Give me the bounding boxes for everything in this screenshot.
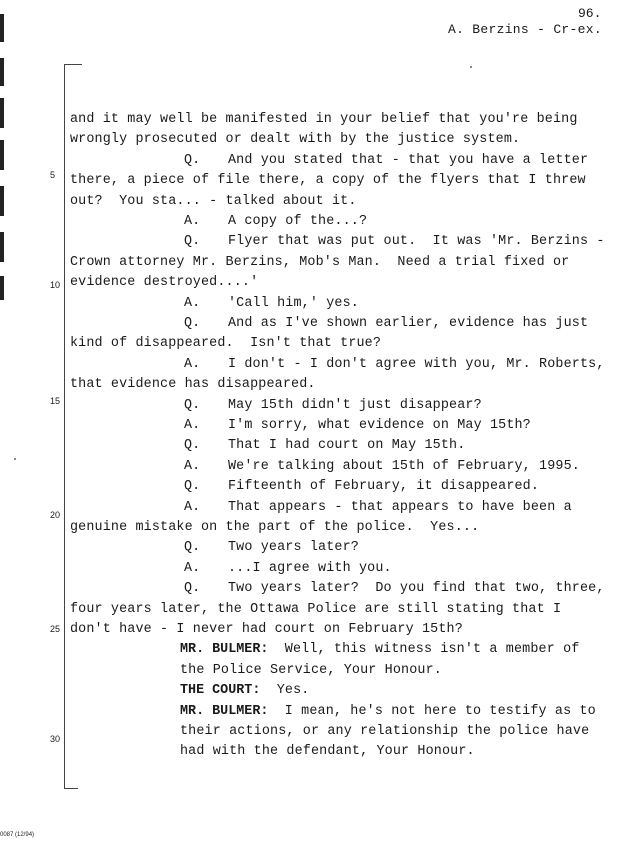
line-text: We're talking about 15th of February, 1995.: [228, 458, 580, 474]
line-text: I'm sorry, what evidence on May 15th?: [228, 418, 531, 433]
line-text: don't have - I never had court on February 15th?: [70, 622, 463, 637]
line-text: I don't - I don't agree with you, Mr. Roberts,: [228, 356, 605, 372]
line-text: evidence destroyed....': [70, 275, 259, 291]
speaker-label: MR. BULMER:: [180, 703, 269, 719]
line-text: A copy of the...?: [228, 214, 368, 229]
qa-label: A.: [184, 499, 201, 515]
transcript-line: [180, 702, 640, 722]
transcript-line: [70, 130, 630, 150]
margin-rule-bottom: [64, 788, 78, 789]
line-text: Yes.: [276, 683, 310, 699]
transcript-line: [184, 294, 640, 314]
qa-label: A.: [184, 418, 201, 433]
line-text: the Police Service, Your Honour.: [180, 662, 442, 678]
qa-label: Q.: [184, 234, 201, 250]
line-text: Crown attorney Mr. Berzins, Mob's Man. Need a trial fixed or: [70, 254, 570, 270]
transcript-line: [184, 498, 640, 518]
qa-label: A.: [184, 214, 201, 229]
line-text: four years later, the Ottawa Police are still stating that I: [70, 601, 562, 617]
transcript-line: [184, 579, 640, 599]
transcript-line: [70, 110, 630, 130]
transcript-line: [70, 600, 630, 620]
qa-label: Q.: [184, 152, 201, 168]
binder-mark: [0, 14, 4, 42]
binder-mark: [0, 58, 4, 86]
transcript-line: [184, 416, 640, 436]
speaker-label: MR. BULMER:: [180, 642, 269, 658]
form-code: 0087 (12/94): [0, 832, 35, 838]
line-text: Two years later? Do you find that two, three,: [228, 581, 605, 597]
transcript-line: [184, 477, 640, 497]
speaker-label: THE COURT:: [180, 683, 261, 699]
transcript-line: [70, 375, 630, 395]
line-text: Two years later?: [228, 540, 359, 556]
line-text: That appears - that appears to have been a: [228, 499, 572, 515]
binder-mark: [0, 276, 4, 300]
transcript-line: [180, 640, 640, 660]
line-text: And you stated that - that you have a letter: [228, 152, 589, 168]
page-header: A. Berzins - Cr-ex.: [448, 22, 602, 37]
line-text: ...I agree with you.: [228, 560, 392, 576]
margin-rule: [64, 64, 65, 788]
line-text: Fifteenth of February, it disappeared.: [228, 479, 540, 495]
transcript-line: [180, 681, 640, 701]
line-text: and it may well be manifested in your belief that you're being: [70, 112, 578, 127]
transcript-line: [70, 192, 630, 212]
line-text: that evidence has disappeared.: [70, 377, 316, 393]
transcript-line: [184, 355, 640, 375]
line-number: 30: [50, 734, 61, 744]
line-text: out? You sta... - talked about it.: [70, 193, 357, 209]
line-text: I mean, he's not here to testify as to: [284, 703, 596, 719]
transcript-line: [70, 253, 630, 273]
transcript-line: [180, 742, 640, 762]
line-text: had with the defendant, Your Honour.: [180, 744, 475, 760]
line-text: genuine mistake on the part of the police. Yes...: [70, 520, 480, 535]
margin-rule-top: [64, 64, 82, 65]
line-text: Flyer that was put out. It was 'Mr. Berzins -: [228, 234, 605, 250]
qa-label: A.: [184, 560, 201, 576]
transcript-line: [184, 151, 640, 171]
line-text: there, a piece of file there, a copy of the flyers that I threw: [70, 173, 586, 189]
binder-mark: [0, 186, 4, 216]
transcript-line: [184, 314, 640, 334]
line-text: That I had court on May 15th.: [228, 438, 466, 454]
line-text: wrongly prosecuted or dealt with by the justice system.: [70, 132, 521, 148]
transcript-line: [184, 212, 640, 232]
transcript-line: [70, 620, 630, 640]
qa-label: Q.: [184, 316, 201, 331]
page-number: 96.: [578, 6, 602, 21]
binder-mark: [0, 232, 4, 262]
transcript-line: [184, 538, 640, 558]
line-number: 20: [50, 510, 61, 520]
line-text: kind of disappeared. Isn't that true?: [70, 336, 382, 352]
binder-mark: [0, 140, 4, 170]
line-text: Well, this witness isn't a member of: [284, 642, 580, 658]
line-text: And as I've shown earlier, evidence has just: [228, 316, 589, 331]
transcript-line: [70, 334, 630, 354]
line-number: 5: [50, 170, 56, 180]
qa-label: Q.: [184, 540, 201, 556]
transcript-line: [184, 436, 640, 456]
qa-label: Q.: [184, 581, 201, 597]
transcript-line: [180, 661, 640, 681]
qa-label: Q.: [184, 438, 201, 454]
transcript-line: [180, 722, 640, 742]
qa-label: Q.: [184, 397, 201, 413]
transcript-line: [184, 559, 640, 579]
scan-speck: [14, 458, 16, 460]
transcript-line: [184, 232, 640, 252]
scan-speck: [470, 66, 472, 68]
transcript-line: [184, 396, 640, 416]
qa-label: A.: [184, 356, 201, 372]
binder-mark: [0, 98, 4, 128]
qa-label: A.: [184, 295, 201, 311]
line-number: 15: [50, 396, 61, 406]
transcript-line: [70, 171, 630, 191]
transcript-line: [184, 457, 640, 477]
line-text: May 15th didn't just disappear?: [228, 397, 482, 413]
line-text: 'Call him,' yes.: [228, 295, 359, 311]
qa-label: Q.: [184, 479, 201, 495]
line-number: 10: [50, 280, 61, 290]
line-text: their actions, or any relationship the police have: [180, 724, 590, 739]
qa-label: A.: [184, 458, 201, 474]
transcript-line: [70, 273, 630, 293]
line-number: 25: [50, 624, 61, 634]
transcript-line: [70, 518, 630, 538]
